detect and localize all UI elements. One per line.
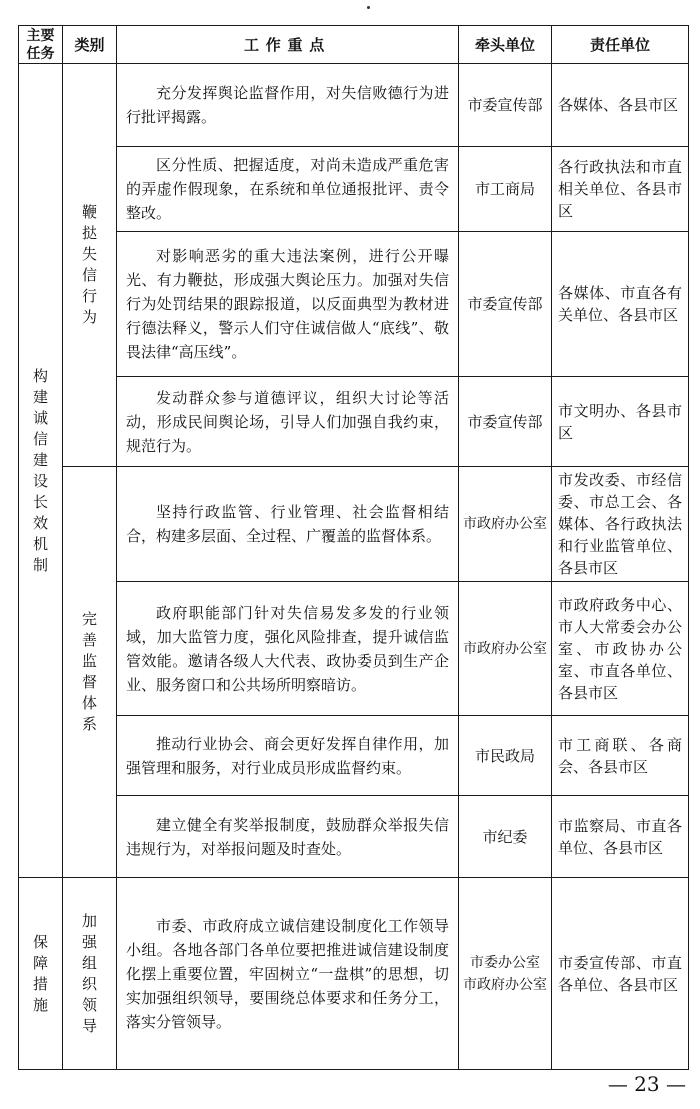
lead-unit: 市政府办公室 bbox=[463, 516, 547, 532]
focus-text: 区分性质、把握适度，对尚未造成严重危害的弄虚作假现象，在系统和单位通报批评、责令整改。 bbox=[126, 156, 449, 222]
task-label: 构建诚信建设长效机制 bbox=[32, 366, 48, 574]
focus-cell bbox=[117, 232, 459, 377]
table-row bbox=[19, 467, 689, 582]
scan-dot bbox=[367, 6, 370, 9]
lead-unit: 市工商局 bbox=[474, 180, 535, 198]
focus-cell bbox=[117, 147, 459, 232]
responsible-cell bbox=[552, 64, 689, 147]
table-row bbox=[19, 878, 689, 1070]
lead-cell bbox=[459, 64, 552, 147]
responsible-cell bbox=[552, 377, 689, 467]
responsible-units: 各媒体、各县市区 bbox=[558, 96, 679, 114]
responsible-cell bbox=[552, 232, 689, 377]
focus-cell bbox=[117, 582, 459, 716]
task-cell bbox=[19, 64, 63, 878]
category-label: 加强组织领导 bbox=[81, 911, 97, 1035]
table-row bbox=[19, 377, 689, 467]
table-row bbox=[19, 64, 689, 147]
table-row bbox=[19, 796, 689, 878]
focus-cell bbox=[117, 64, 459, 147]
task-cell bbox=[19, 878, 63, 1070]
table-row bbox=[19, 582, 689, 716]
header-task: 主要任务 bbox=[19, 26, 63, 64]
lead-unit: 市政府办公室 bbox=[463, 640, 547, 657]
responsible-units: 各媒体、市直各有关单位、各县市区 bbox=[558, 284, 682, 324]
lead-cell bbox=[459, 582, 552, 716]
focus-text: 推动行业协会、商会更好发挥自律作用，加强管理和服务，对行业成员形成监督约束。 bbox=[126, 734, 449, 777]
focus-text: 坚持行政监管、行业管理、社会监督相结合，构建多层面、全过程、广覆盖的监督体系。 bbox=[126, 503, 449, 545]
focus-text: 对影响恶劣的重大违法案例，进行公开曝光、有力鞭挞，形成强大舆论压力。加强对失信行为处罚结果的跟踪报道，以反面典型为教材进行德法释义，警示人们守住诚信做人“底线”、敬畏法律“高压线”。 bbox=[126, 247, 449, 361]
header-category: 类别 bbox=[63, 26, 117, 64]
lead-cell bbox=[459, 796, 552, 878]
header-focus: 工作重点 bbox=[117, 26, 459, 64]
focus-text: 发动群众参与道德评议，组织大讨论等活动，形成民间舆论场，引导人们加强自我约束，规范行为。 bbox=[126, 388, 449, 455]
table-row bbox=[19, 232, 689, 377]
responsible-cell bbox=[552, 796, 689, 878]
responsible-units: 市政府政务中心、市人大常委会办公室、市政协办公室、市直各单位、各县市区 bbox=[558, 595, 682, 702]
responsible-units: 市监察局、市直各单位、各县市区 bbox=[558, 816, 682, 857]
focus-cell bbox=[117, 377, 459, 467]
focus-cell bbox=[117, 878, 459, 1070]
lead-cell bbox=[459, 147, 552, 232]
focus-text: 市委、市政府成立诚信建设制度化工作领导小组。各地各部门各单位要把推进诚信建设制度化摆上重要位置，牢固树立“一盘棋”的思想，切实加强组织领导，要围绕总体要求和任务分工，落实分管领导。 bbox=[126, 916, 449, 1031]
category-label: 完善监督体系 bbox=[81, 610, 97, 733]
responsible-cell bbox=[552, 716, 689, 796]
focus-text: 充分发挥舆论监督作用，对失信败德行为进行批评揭露。 bbox=[126, 84, 449, 126]
lead-cell bbox=[459, 716, 552, 796]
responsible-units: 市工商联、各商会、各县市区 bbox=[558, 735, 682, 776]
header-lead: 牵头单位 bbox=[459, 26, 552, 64]
lead-unit: 市委宣传部 bbox=[467, 295, 543, 313]
lead-unit: 市纪委 bbox=[482, 827, 528, 846]
lead-cell bbox=[459, 232, 552, 377]
header-responsible: 责任单位 bbox=[552, 26, 689, 64]
category-cell bbox=[63, 878, 117, 1070]
responsible-units: 市文明办、各县市区 bbox=[558, 401, 682, 442]
category-cell bbox=[63, 64, 117, 467]
lead-unit: 市委宣传部 bbox=[467, 412, 543, 431]
responsible-cell bbox=[552, 878, 689, 1070]
responsible-units: 市发改委、市经信委、市总工会、各媒体、各行政执法和行业监管单位、各县市区 bbox=[558, 471, 682, 577]
category-cell bbox=[63, 467, 117, 878]
lead-unit: 市委宣传部 bbox=[467, 96, 543, 114]
table-row bbox=[19, 716, 689, 796]
responsible-cell bbox=[552, 582, 689, 716]
category-label: 鞭挞失信行为 bbox=[81, 203, 97, 326]
responsible-cell bbox=[552, 147, 689, 232]
focus-cell bbox=[117, 467, 459, 582]
lead-cell bbox=[459, 467, 552, 582]
table-header-row bbox=[19, 26, 689, 64]
responsible-cell bbox=[552, 467, 689, 582]
responsible-units: 市委宣传部、市直各单位、各县市区 bbox=[558, 953, 682, 994]
lead-cell bbox=[459, 878, 552, 1070]
focus-cell bbox=[117, 716, 459, 796]
focus-text: 政府职能部门针对失信易发多发的行业领域，加大监管力度，强化风险排查，提升诚信监管效能。邀请各级人大代表、政协委员到生产企业、服务窗口和公共场所明察暗访。 bbox=[126, 603, 449, 694]
task-label: 保障措施 bbox=[32, 932, 48, 1014]
work-plan-table bbox=[18, 25, 689, 1070]
page-number: — 23 — bbox=[607, 1072, 686, 1096]
responsible-units: 各行政执法和市直相关单位、各县市区 bbox=[558, 158, 682, 220]
table-row bbox=[19, 147, 689, 232]
lead-cell bbox=[459, 377, 552, 467]
focus-text: 建立健全有奖举报制度，鼓励群众举报失信违规行为，对举报问题及时查处。 bbox=[126, 815, 449, 858]
focus-cell bbox=[117, 796, 459, 878]
lead-unit: 市委办公室 市政府办公室 bbox=[463, 954, 547, 993]
lead-unit: 市民政局 bbox=[474, 746, 535, 765]
